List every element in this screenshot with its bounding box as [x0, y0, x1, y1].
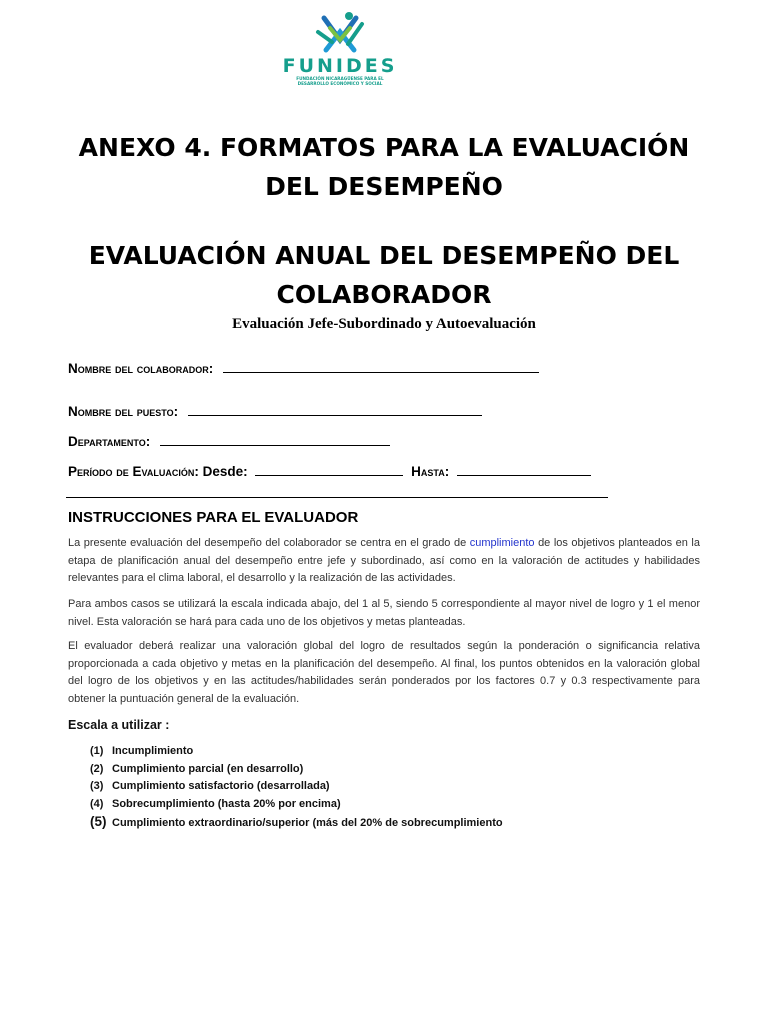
scale-list	[90, 743, 503, 831]
input-line-departamento[interactable]	[160, 431, 390, 446]
separator-line	[66, 497, 608, 498]
field-nombre-colaborador	[68, 358, 539, 376]
scale-item-2	[90, 761, 503, 779]
scale-title: Escala a utilizar :	[68, 718, 170, 732]
input-line-nombre-colaborador[interactable]	[223, 358, 539, 373]
evaluation-title-line1: EVALUACIÓN ANUAL DEL DESEMPEÑO DEL	[88, 241, 680, 270]
logo-figure-icon	[282, 10, 398, 55]
scale-label: Cumplimiento parcial (en desarrollo)	[112, 762, 304, 775]
label-hasta: Hasta:	[411, 464, 450, 479]
label-nombre-colaborador: Nombre del colaborador:	[68, 361, 214, 376]
evaluation-title	[40, 236, 728, 314]
subtitle: Evaluación Jefe-Subordinado y Autoevaluación	[232, 316, 536, 332]
scale-item-1	[90, 743, 503, 761]
scale-number: (2)	[90, 762, 104, 775]
logo-wordmark: FUNIDES	[282, 55, 398, 77]
paragraph1-text-end: de los objetivos planteados en la etapa de planificación anual del desempeño entre jefe y subordinado, así como en la valoración de actitudes y habilidades relevantes para el clima laboral, el desarrollo y la realización de las actividades.	[68, 537, 700, 584]
field-departamento	[68, 431, 390, 449]
field-periodo	[68, 461, 591, 479]
scale-label: Cumplimiento extraordinario/superior (más del 20% de sobrecumplimiento	[112, 817, 503, 829]
annex-title	[40, 128, 728, 206]
evaluation-title-line2: COLABORADOR	[276, 280, 492, 309]
input-line-desde[interactable]	[255, 461, 403, 476]
label-desde: Desde:	[202, 464, 248, 479]
cumplimiento-link[interactable]: cumplimiento	[469, 537, 535, 549]
label-departamento: Departamento:	[68, 434, 151, 449]
scale-number: (4)	[90, 797, 104, 810]
scale-item-4	[90, 796, 503, 814]
scale-number: (5)	[90, 814, 107, 829]
logo-tagline: FUNDACIÓN NICARAGÜENSE PARA EL DESARROLLO ECONÓMICO Y SOCIAL	[296, 76, 384, 86]
scale-number: (1)	[90, 745, 104, 757]
scale-item-5	[90, 813, 503, 831]
scale-label: Sobrecumplimiento (hasta 20% por encima)	[112, 797, 341, 810]
funides-logo	[282, 10, 398, 90]
instructions-paragraph-2: Para ambos casos se utilizará la escala indicada abajo, del 1 al 5, siendo 5 correspondiente al mayor nivel de logro y 1 el menor nivel. Esta valoración se hará para cada uno de los objetivos y metas planteadas.	[68, 598, 700, 628]
input-line-hasta[interactable]	[457, 461, 591, 476]
scale-label: Incumplimiento	[112, 745, 194, 757]
scale-item-3	[90, 778, 503, 796]
instructions-title: INSTRUCCIONES PARA EL EVALUADOR	[68, 509, 359, 526]
annex-title-line1: ANEXO 4. FORMATOS PARA LA EVALUACIÓN	[78, 133, 690, 162]
label-periodo: Período de Evaluación:	[68, 464, 199, 479]
label-nombre-puesto: Nombre del puesto:	[68, 404, 179, 419]
paragraph1-text-start: La presente evaluación del desempeño del colaborador se centra en el grado de	[68, 537, 467, 549]
scale-number: (3)	[90, 780, 104, 792]
instructions-paragraph-1	[68, 535, 700, 588]
input-line-nombre-puesto[interactable]	[188, 401, 482, 416]
annex-title-line2: DEL DESEMPEÑO	[265, 172, 503, 201]
scale-label: Cumplimiento satisfactorio (desarrollada)	[112, 780, 330, 792]
instructions-paragraph-3: El evaluador deberá realizar una valoración global del logro de resultados según la ponderación o significancia relativa proporcionada a cada objetivo y metas en la planificación del desempeño. Al final, los puntos obtenidos en la valoración global del logro de los objetivos y en las actitudes/habilidades serán ponderados por los factores 0.7 y 0.3 respectivamente para obtener la puntuación general de la evaluación.	[68, 640, 700, 705]
field-nombre-puesto	[68, 401, 482, 419]
